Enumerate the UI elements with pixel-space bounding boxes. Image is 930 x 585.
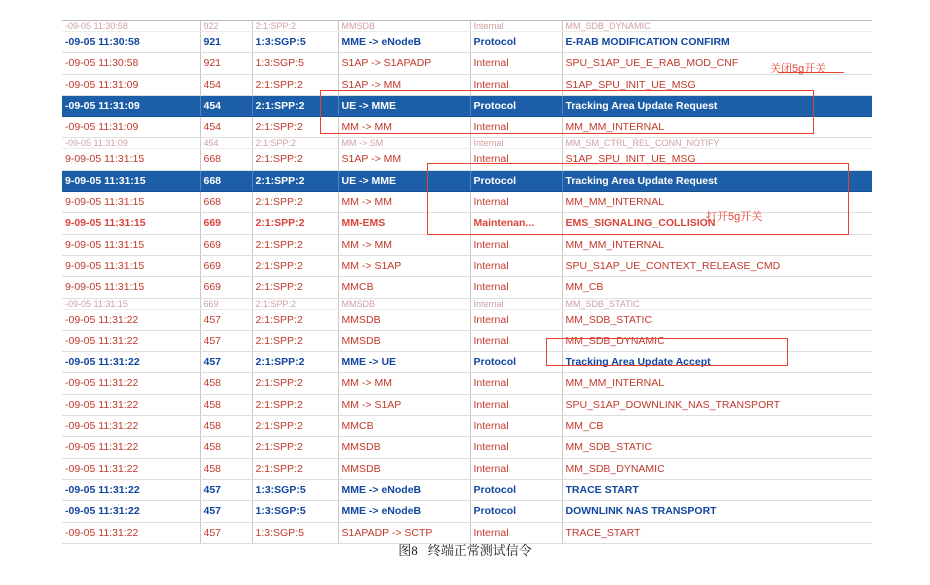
table-cell-id: 458 bbox=[200, 416, 252, 437]
table-cell-id: 454 bbox=[200, 117, 252, 138]
table-cell-type: Protocol bbox=[470, 479, 562, 500]
table-cell-id: 669 bbox=[200, 234, 252, 255]
table-cell-type: Internal bbox=[470, 138, 562, 149]
table-cell-direction: MM -> MM bbox=[338, 192, 470, 213]
table-cell-id: 669 bbox=[200, 213, 252, 234]
table-cell-type: Internal bbox=[470, 234, 562, 255]
table-cell-time: 9-09-05 11:31:15 bbox=[62, 170, 200, 191]
table-cell-direction: MMSDB bbox=[338, 330, 470, 351]
table-cell-direction: MM -> MM bbox=[338, 373, 470, 394]
trace-table-body bbox=[62, 21, 872, 543]
table-cell-direction: MM -> MM bbox=[338, 234, 470, 255]
table-cell-message: SPU_S1AP_UE_CONTEXT_RELEASE_CMD bbox=[562, 255, 872, 276]
table-row[interactable] bbox=[62, 437, 872, 458]
table-cell-time: -09-05 11:31:22 bbox=[62, 458, 200, 479]
table-cell-message: MM_MM_INTERNAL bbox=[562, 192, 872, 213]
table-cell-direction: MMSDB bbox=[338, 21, 470, 32]
table-cell-board: 2:1:SPP:2 bbox=[252, 117, 338, 138]
table-cell-message: SPU_S1AP_UE_E_RAB_MOD_CNF bbox=[562, 53, 872, 74]
table-cell-id: 454 bbox=[200, 95, 252, 116]
table-cell-direction: S1AP -> MM bbox=[338, 149, 470, 170]
table-cell-type: Protocol bbox=[470, 170, 562, 191]
table-cell-time: -09-05 11:30:58 bbox=[62, 53, 200, 74]
table-cell-direction: MMCB bbox=[338, 416, 470, 437]
table-cell-time: 9-09-05 11:31:15 bbox=[62, 213, 200, 234]
table-cell-board: 2:1:SPP:2 bbox=[252, 394, 338, 415]
table-cell-id: 457 bbox=[200, 479, 252, 500]
table-cell-board: 2:1:SPP:2 bbox=[252, 170, 338, 191]
table-cell-id: 921 bbox=[200, 53, 252, 74]
table-cell-board: 2:1:SPP:2 bbox=[252, 21, 338, 32]
table-cell-message: S1AP_SPU_INIT_UE_MSG bbox=[562, 149, 872, 170]
table-cell-direction: UE -> MME bbox=[338, 170, 470, 191]
table-cell-board: 2:1:SPP:2 bbox=[252, 330, 338, 351]
table-cell-time: -09-05 11:31:09 bbox=[62, 74, 200, 95]
table-cell-time: 9-09-05 11:31:15 bbox=[62, 277, 200, 298]
table-cell-board: 2:1:SPP:2 bbox=[252, 458, 338, 479]
table-cell-type: Internal bbox=[470, 192, 562, 213]
table-row[interactable] bbox=[62, 373, 872, 394]
table-row[interactable] bbox=[62, 170, 872, 191]
table-cell-type: Protocol bbox=[470, 32, 562, 53]
table-cell-direction: S1APADP -> SCTP bbox=[338, 522, 470, 543]
table-cell-direction: MMCB bbox=[338, 277, 470, 298]
table-cell-board: 2:1:SPP:2 bbox=[252, 192, 338, 213]
table-cell-type: Protocol bbox=[470, 501, 562, 522]
table-cell-time: -09-05 11:30:58 bbox=[62, 21, 200, 32]
table-cell-direction: UE -> MME bbox=[338, 95, 470, 116]
table-row[interactable] bbox=[62, 309, 872, 330]
table-cell-board: 2:1:SPP:2 bbox=[252, 352, 338, 373]
table-cell-type: Internal bbox=[470, 149, 562, 170]
table-cell-type: Maintenan... bbox=[470, 213, 562, 234]
table-cell-board: 2:1:SPP:2 bbox=[252, 95, 338, 116]
table-cell-board: 2:1:SPP:2 bbox=[252, 437, 338, 458]
table-cell-id: 458 bbox=[200, 437, 252, 458]
table-cell-id: 921 bbox=[200, 32, 252, 53]
table-cell-message: TRACE START bbox=[562, 479, 872, 500]
table-cell-board: 2:1:SPP:2 bbox=[252, 373, 338, 394]
table-cell-board: 2:1:SPP:2 bbox=[252, 255, 338, 276]
table-cell-direction: MMSDB bbox=[338, 458, 470, 479]
table-cell-board: 2:1:SPP:2 bbox=[252, 234, 338, 255]
table-cell-message: Tracking Area Update Accept bbox=[562, 352, 872, 373]
table-cell-board: 1:3:SGP:5 bbox=[252, 53, 338, 74]
table-cell-direction: S1AP -> MM bbox=[338, 74, 470, 95]
table-cell-message: DOWNLINK NAS TRANSPORT bbox=[562, 501, 872, 522]
table-cell-direction: MMSDB bbox=[338, 298, 470, 309]
table-row[interactable] bbox=[62, 416, 872, 437]
table-cell-message: MM_SDB_STATIC bbox=[562, 437, 872, 458]
table-cell-id: 457 bbox=[200, 330, 252, 351]
table-row[interactable] bbox=[62, 149, 872, 170]
table-row[interactable] bbox=[62, 501, 872, 522]
table-row[interactable] bbox=[62, 234, 872, 255]
table-cell-board: 2:1:SPP:2 bbox=[252, 416, 338, 437]
table-cell-type: Internal bbox=[470, 255, 562, 276]
table-cell-message: MM_SDB_DYNAMIC bbox=[562, 21, 872, 32]
table-cell-direction: MM-EMS bbox=[338, 213, 470, 234]
table-row[interactable] bbox=[62, 277, 872, 298]
table-cell-id: 669 bbox=[200, 255, 252, 276]
table-cell-time: -09-05 11:31:15 bbox=[62, 298, 200, 309]
table-row[interactable] bbox=[62, 74, 872, 95]
table-cell-id: 457 bbox=[200, 522, 252, 543]
page-left-margin bbox=[0, 0, 62, 585]
table-cell-direction: MME -> eNodeB bbox=[338, 32, 470, 53]
table-cell-time: -09-05 11:30:58 bbox=[62, 32, 200, 53]
table-cell-direction: S1AP -> S1APADP bbox=[338, 53, 470, 74]
table-cell-id: 922 bbox=[200, 21, 252, 32]
table-row[interactable] bbox=[62, 330, 872, 351]
table-cell-time: 9-09-05 11:31:15 bbox=[62, 192, 200, 213]
table-cell-message: EMS_SIGNALING_COLLISION bbox=[562, 213, 872, 234]
table-cell-direction: MM -> MM bbox=[338, 117, 470, 138]
table-cell-id: 457 bbox=[200, 352, 252, 373]
table-cell-time: -09-05 11:31:09 bbox=[62, 95, 200, 116]
table-cell-type: Internal bbox=[470, 458, 562, 479]
table-cell-board: 1:3:SGP:5 bbox=[252, 522, 338, 543]
table-cell-message: S1AP_SPU_INIT_UE_MSG bbox=[562, 74, 872, 95]
table-cell-id: 669 bbox=[200, 298, 252, 309]
table-cell-direction: MM -> S1AP bbox=[338, 394, 470, 415]
table-cell-type: Internal bbox=[470, 53, 562, 74]
table-cell-time: -09-05 11:31:22 bbox=[62, 501, 200, 522]
table-cell-time: -09-05 11:31:22 bbox=[62, 352, 200, 373]
table-cell-time: -09-05 11:31:22 bbox=[62, 373, 200, 394]
table-row[interactable] bbox=[62, 21, 872, 32]
table-cell-message: E-RAB MODIFICATION CONFIRM bbox=[562, 32, 872, 53]
table-cell-type: Internal bbox=[470, 117, 562, 138]
table-cell-type: Internal bbox=[470, 394, 562, 415]
table-cell-message: TRACE_START bbox=[562, 522, 872, 543]
table-row[interactable] bbox=[62, 458, 872, 479]
table-cell-direction: MM -> S1AP bbox=[338, 255, 470, 276]
table-cell-direction: MME -> UE bbox=[338, 352, 470, 373]
table-cell-board: 1:3:SGP:5 bbox=[252, 501, 338, 522]
table-cell-type: Internal bbox=[470, 298, 562, 309]
table-cell-id: 457 bbox=[200, 309, 252, 330]
table-cell-id: 458 bbox=[200, 458, 252, 479]
table-cell-direction: MM -> SM bbox=[338, 138, 470, 149]
table-cell-id: 668 bbox=[200, 149, 252, 170]
table-cell-message: MM_SDB_DYNAMIC bbox=[562, 458, 872, 479]
table-cell-type: Protocol bbox=[470, 95, 562, 116]
table-cell-type: Internal bbox=[470, 21, 562, 32]
table-cell-board: 2:1:SPP:2 bbox=[252, 298, 338, 309]
table-cell-id: 458 bbox=[200, 373, 252, 394]
table-cell-message: MM_SDB_STATIC bbox=[562, 298, 872, 309]
table-cell-message: Tracking Area Update Request bbox=[562, 170, 872, 191]
table-cell-message: MM_SDB_STATIC bbox=[562, 309, 872, 330]
table-row[interactable] bbox=[62, 352, 872, 373]
table-cell-board: 2:1:SPP:2 bbox=[252, 149, 338, 170]
table-cell-board: 2:1:SPP:2 bbox=[252, 309, 338, 330]
table-cell-message: MM_MM_INTERNAL bbox=[562, 234, 872, 255]
annotation-label-1: 关闭5g开关 bbox=[770, 63, 827, 75]
table-cell-direction: MME -> eNodeB bbox=[338, 479, 470, 500]
table-cell-board: 1:3:SGP:5 bbox=[252, 479, 338, 500]
table-cell-time: -09-05 11:31:22 bbox=[62, 309, 200, 330]
signaling-trace-figure bbox=[62, 20, 872, 539]
table-cell-message: Tracking Area Update Request bbox=[562, 95, 872, 116]
table-cell-message: MM_SDB_DYNAMIC bbox=[562, 330, 872, 351]
table-row[interactable] bbox=[62, 255, 872, 276]
table-cell-time: -09-05 11:31:22 bbox=[62, 416, 200, 437]
table-cell-time: -09-05 11:31:22 bbox=[62, 522, 200, 543]
table-cell-type: Internal bbox=[470, 309, 562, 330]
table-cell-type: Internal bbox=[470, 330, 562, 351]
table-cell-type: Internal bbox=[470, 373, 562, 394]
figure-caption-text: 终端正常测试信令 bbox=[427, 543, 532, 558]
table-cell-type: Internal bbox=[470, 522, 562, 543]
table-cell-time: 9-09-05 11:31:15 bbox=[62, 255, 200, 276]
table-cell-board: 2:1:SPP:2 bbox=[252, 74, 338, 95]
table-row[interactable] bbox=[62, 32, 872, 53]
table-cell-message: MM_SM_CTRL_REL_CONN_NOTIFY bbox=[562, 138, 872, 149]
table-row[interactable] bbox=[62, 479, 872, 500]
table-cell-time: 9-09-05 11:31:15 bbox=[62, 234, 200, 255]
table-cell-time: -09-05 11:31:22 bbox=[62, 394, 200, 415]
table-row[interactable] bbox=[62, 53, 872, 74]
table-cell-board: 2:1:SPP:2 bbox=[252, 213, 338, 234]
signaling-trace-table bbox=[62, 21, 873, 544]
table-cell-id: 454 bbox=[200, 138, 252, 149]
table-cell-type: Protocol bbox=[470, 352, 562, 373]
table-cell-id: 458 bbox=[200, 394, 252, 415]
table-cell-message: MM_MM_INTERNAL bbox=[562, 373, 872, 394]
table-cell-time: -09-05 11:31:22 bbox=[62, 437, 200, 458]
table-cell-time: -09-05 11:31:22 bbox=[62, 330, 200, 351]
table-cell-id: 668 bbox=[200, 170, 252, 191]
table-row[interactable] bbox=[62, 138, 872, 149]
annotation-label-2: 打开5g开关 bbox=[706, 211, 763, 223]
table-row[interactable] bbox=[62, 394, 872, 415]
table-cell-id: 669 bbox=[200, 277, 252, 298]
table-cell-message: MM_MM_INTERNAL bbox=[562, 117, 872, 138]
table-cell-time: 9-09-05 11:31:15 bbox=[62, 149, 200, 170]
table-cell-board: 2:1:SPP:2 bbox=[252, 138, 338, 149]
page-right-margin bbox=[872, 0, 930, 585]
table-row[interactable] bbox=[62, 298, 872, 309]
table-cell-direction: MME -> eNodeB bbox=[338, 501, 470, 522]
table-cell-time: -09-05 11:31:09 bbox=[62, 117, 200, 138]
figure-caption-number: 图8 bbox=[398, 543, 418, 558]
table-cell-type: Internal bbox=[470, 416, 562, 437]
table-cell-type: Internal bbox=[470, 437, 562, 458]
table-cell-direction: MMSDB bbox=[338, 437, 470, 458]
table-cell-direction: MMSDB bbox=[338, 309, 470, 330]
table-cell-id: 457 bbox=[200, 501, 252, 522]
table-row[interactable] bbox=[62, 95, 872, 116]
table-row[interactable] bbox=[62, 117, 872, 138]
table-cell-id: 454 bbox=[200, 74, 252, 95]
figure-caption bbox=[0, 540, 930, 559]
table-cell-message: MM_CB bbox=[562, 416, 872, 437]
table-cell-board: 1:3:SGP:5 bbox=[252, 32, 338, 53]
table-cell-message: SPU_S1AP_DOWNLINK_NAS_TRANSPORT bbox=[562, 394, 872, 415]
table-cell-type: Internal bbox=[470, 74, 562, 95]
table-cell-time: -09-05 11:31:09 bbox=[62, 138, 200, 149]
table-cell-id: 668 bbox=[200, 192, 252, 213]
table-cell-time: -09-05 11:31:22 bbox=[62, 479, 200, 500]
table-cell-type: Internal bbox=[470, 277, 562, 298]
table-cell-board: 2:1:SPP:2 bbox=[252, 277, 338, 298]
table-cell-message: MM_CB bbox=[562, 277, 872, 298]
